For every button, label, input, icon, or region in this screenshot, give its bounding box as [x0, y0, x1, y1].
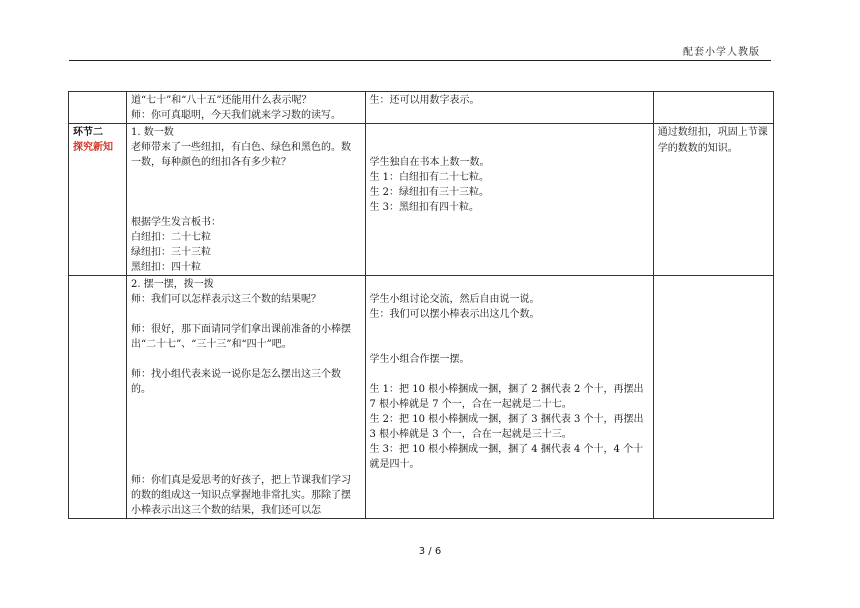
student-text: 学生小组讨论交流，然后自由说一说。: [369, 294, 540, 305]
student-text: 学生小组合作摆一摆。: [369, 354, 470, 365]
note-cell: [653, 276, 773, 519]
teacher-text: 师：我们可以怎样表示这三个数的结果呢？: [131, 294, 322, 305]
stage-cell: [69, 92, 127, 124]
section-title: 2. 摆一摆，拨一拨: [131, 279, 214, 290]
student-text: 生 1：把 10 根小棒捆成一捆，捆了 2 捆代表 2 个十，再摆出 7 根小棒就是 7 个一，合在一起就是二十七。: [369, 384, 644, 410]
page-number: 3 / 6: [418, 546, 442, 557]
note-cell: [653, 124, 773, 276]
teacher-cell: [127, 124, 365, 276]
student-cell: [365, 92, 653, 124]
table-row: [69, 92, 774, 124]
table-row: [69, 276, 774, 519]
student-text: 生 3：把 10 根小棒捆成一捆，捆了 4 捆代表 4 个十，4 个十就是四十。: [369, 444, 644, 470]
teacher-text: 老师带来了一些纽扣，有白色、绿色和黑色的。数一数，每种颜色的纽扣各有多少粒？: [131, 142, 352, 168]
header-rule: [69, 60, 771, 61]
student-line: 生：还可以用数字表示。: [369, 95, 480, 106]
lesson-plan-table: [68, 91, 774, 519]
publisher-header: 配套小学人教版: [683, 47, 760, 58]
student-cell: [365, 124, 653, 276]
board-item: 白纽扣：二十七粒: [131, 232, 212, 243]
teacher-line: 道“七十”和“八十五”还能用什么表示呢？: [131, 95, 312, 106]
teacher-line: 师：你可真聪明，今天我们就来学习数的读写。: [131, 110, 342, 121]
teacher-text: 师：你们真是爱思考的好孩子，把上节课我们学习的数的组成这一知识点掌握地非常扎实。那除了摆小棒表示出这三个数的结果，我们还可以怎: [131, 475, 352, 516]
board-item: 绿纽扣：三十三粒: [131, 247, 212, 258]
stage-label: 环节二: [73, 127, 103, 138]
student-line: 生 2：绿纽扣有三十三粒。: [369, 187, 490, 198]
student-text: 生 2：把 10 根小棒捆成一捆，捆了 3 捆代表 3 个十，再摆出 3 根小棒就是 3 个一，合在一起就是三十三。: [369, 414, 644, 440]
student-line: 生 1：白纽扣有二十七粒。: [369, 172, 490, 183]
teacher-cell: [127, 92, 365, 124]
student-line: 生 3：黑纽扣有四十粒。: [369, 202, 480, 213]
stage-cell: [69, 124, 127, 276]
table-row: [69, 124, 774, 276]
teacher-cell: [127, 276, 365, 519]
teacher-text: 师：找小组代表来说一说你是怎么摆出这三个数的。: [131, 369, 342, 395]
stage-sub-label: 探究新知: [73, 142, 113, 153]
board-title: 根据学生发言板书：: [131, 217, 222, 228]
note-cell: [653, 92, 773, 124]
student-line: 学生独自在书本上数一数。: [369, 157, 490, 168]
design-note: 通过数纽扣，巩固上节课学的数数的知识。: [657, 127, 768, 154]
student-cell: [365, 276, 653, 519]
section-title: 1. 数一数: [131, 127, 174, 138]
board-item: 黑纽扣：四十粒: [131, 262, 202, 273]
stage-cell: [69, 276, 127, 519]
student-text: 生：我们可以摆小棒表示出这几个数。: [369, 309, 540, 320]
teacher-text: 师：很好，那下面请同学们拿出课前准备的小棒摆出“二十七”、“三十三”和“四十”吧。: [131, 324, 352, 350]
